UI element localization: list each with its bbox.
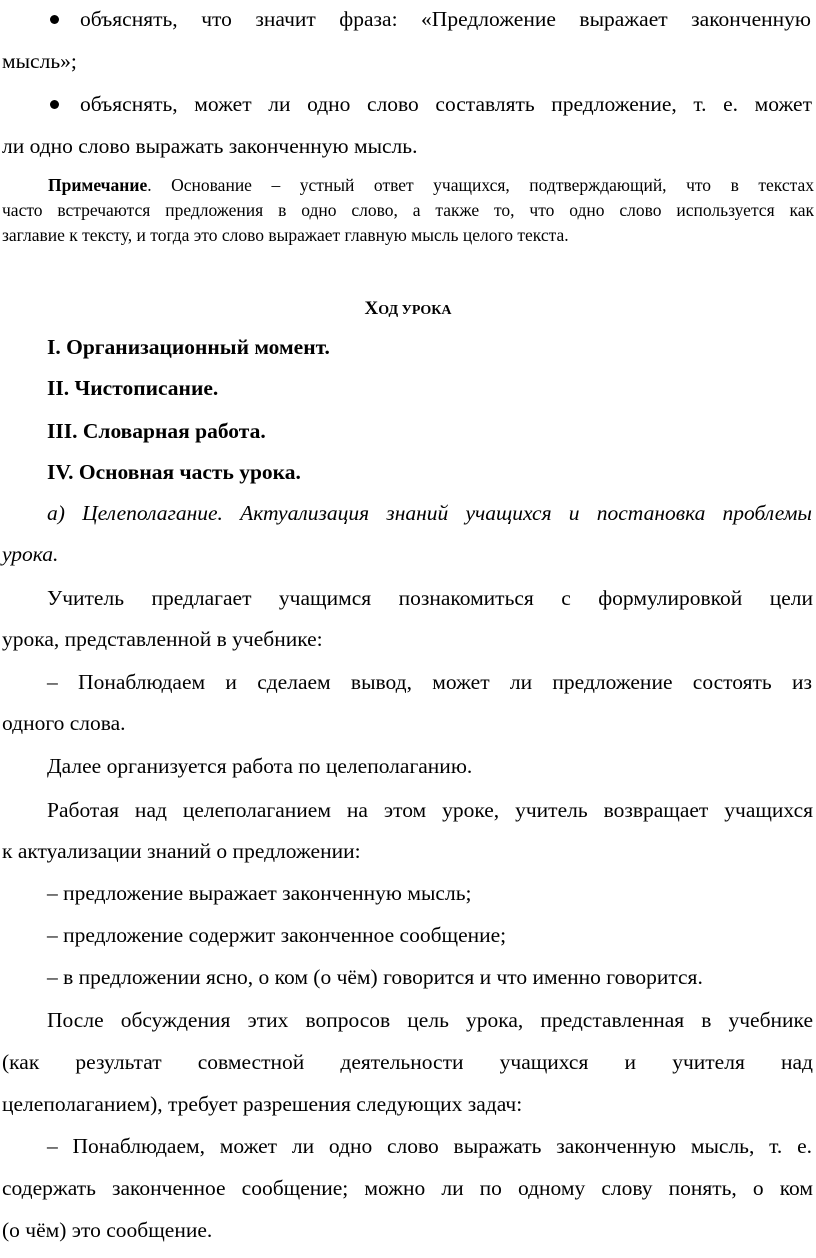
section-heading: III. Словарная работа. <box>47 419 266 443</box>
paragraph-line: Учитель предлагает учащимся познакомиться с формулировкой цели <box>47 586 813 610</box>
subsection-heading: а) Целеполагание. Актуализация знаний учащихся и постановка проблемы <box>47 501 812 525</box>
paragraph-line: содержать законченное сообщение; можно ли по одному слову понять, о ком <box>2 1176 813 1200</box>
subsection-heading: урока. <box>2 542 59 566</box>
note-line: заглавие к тексту, и тогда это слово выражает главную мысль целого текста. <box>2 225 569 245</box>
bullet-item-line: ли одно слово выражать законченную мысль. <box>2 134 418 158</box>
bullet-item-line: объяснять, что значит фраза: «Предложение выражает законченную <box>80 7 811 31</box>
bullet-item-line: мысль»; <box>2 49 77 73</box>
dash-list-item: – предложение содержит законченное сообщение; <box>47 923 507 947</box>
bullet-item-line: объяснять, может ли одно слово составлять предложение, т. е. может <box>80 92 812 116</box>
paragraph-line: – Понаблюдаем и сделаем вывод, может ли предложение состоять из <box>47 670 812 694</box>
note-text: . Основание – устный ответ учащихся, подтверждающий, что в текстах <box>147 175 814 195</box>
paragraph-line: (о чём) это сообщение. <box>2 1218 213 1242</box>
paragraph-line: одного слова. <box>2 711 126 735</box>
section-heading: II. Чистописание. <box>47 376 219 400</box>
paragraph-line: – Понаблюдаем, может ли одно слово выражать законченную мысль, т. е. <box>47 1134 812 1158</box>
note-label: Примечание <box>48 175 148 195</box>
paragraph-line: После обсуждения этих вопросов цель урока, представленная в учебнике <box>47 1008 813 1032</box>
paragraph-line: (как результат совместной деятельности учащихся и учителя над <box>2 1050 813 1074</box>
paragraph-line: Работая над целеполаганием на этом уроке, учитель возвращает учащихся <box>47 798 813 822</box>
dash-list-item: – в предложении ясно, о ком (о чём) говорится и что именно говорится. <box>47 965 703 989</box>
paragraph-line: целеполаганием), требует разрешения следующих задач: <box>2 1092 523 1116</box>
dash-list-item: – предложение выражает законченную мысль; <box>47 881 472 905</box>
bullet-icon <box>50 15 59 24</box>
section-heading: IV. Основная часть урока. <box>47 460 301 484</box>
paragraph-line: Далее организуется работа по целеполаганию. <box>47 754 473 778</box>
bullet-icon <box>50 100 59 109</box>
section-heading: I. Организационный момент. <box>47 335 330 359</box>
note-line: часто встречаются предложения в одно слово, а также то, что одно слово используется как <box>2 200 814 220</box>
page-heading: ХОД УРОКА <box>364 298 452 319</box>
paragraph-line: к актуализации знаний о предложении: <box>2 839 361 863</box>
paragraph-line: урока, представленной в учебнике: <box>2 627 323 651</box>
note-line <box>48 174 814 196</box>
